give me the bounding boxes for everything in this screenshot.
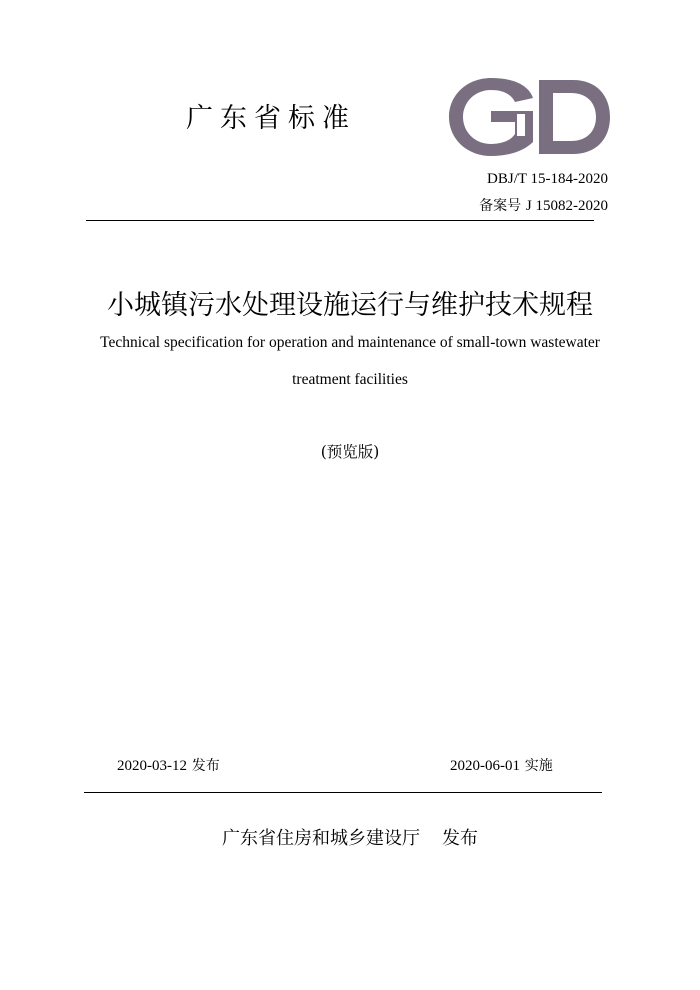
top-divider — [86, 220, 594, 221]
logo-letter-d — [539, 80, 610, 154]
standard-code: DBJ/T 15-184-2020 — [487, 171, 608, 187]
implement-date: 2020-06-01 — [450, 758, 520, 774]
document-title-english-line2: treatment facilities — [292, 371, 408, 388]
record-number: J 15082-2020 — [525, 198, 608, 214]
publisher-action: 发布 — [442, 828, 478, 849]
issue-label: 发布 — [191, 758, 220, 774]
record-number-line — [479, 196, 608, 215]
issue-date: 2020-03-12 — [117, 758, 187, 774]
bottom-divider — [84, 792, 602, 793]
publisher-line — [0, 826, 700, 852]
implement-label: 实施 — [524, 758, 553, 774]
record-label: 备案号 — [479, 198, 522, 214]
standard-type-heading: 广东省标准 — [186, 103, 356, 134]
document-title-english-line1: Technical specification for operation and maintenance of small-town wastewater — [100, 334, 600, 351]
issue-date-line — [117, 755, 220, 776]
implement-date-line — [450, 755, 553, 776]
logo-g-notch — [517, 114, 525, 136]
edition-label: (预览版) — [320, 443, 380, 461]
gd-logo — [447, 78, 611, 156]
publisher-name: 广东省住房和城乡建设厅 — [222, 828, 420, 849]
document-title-chinese: 小城镇污水处理设施运行与维护技术规程 — [107, 290, 593, 321]
